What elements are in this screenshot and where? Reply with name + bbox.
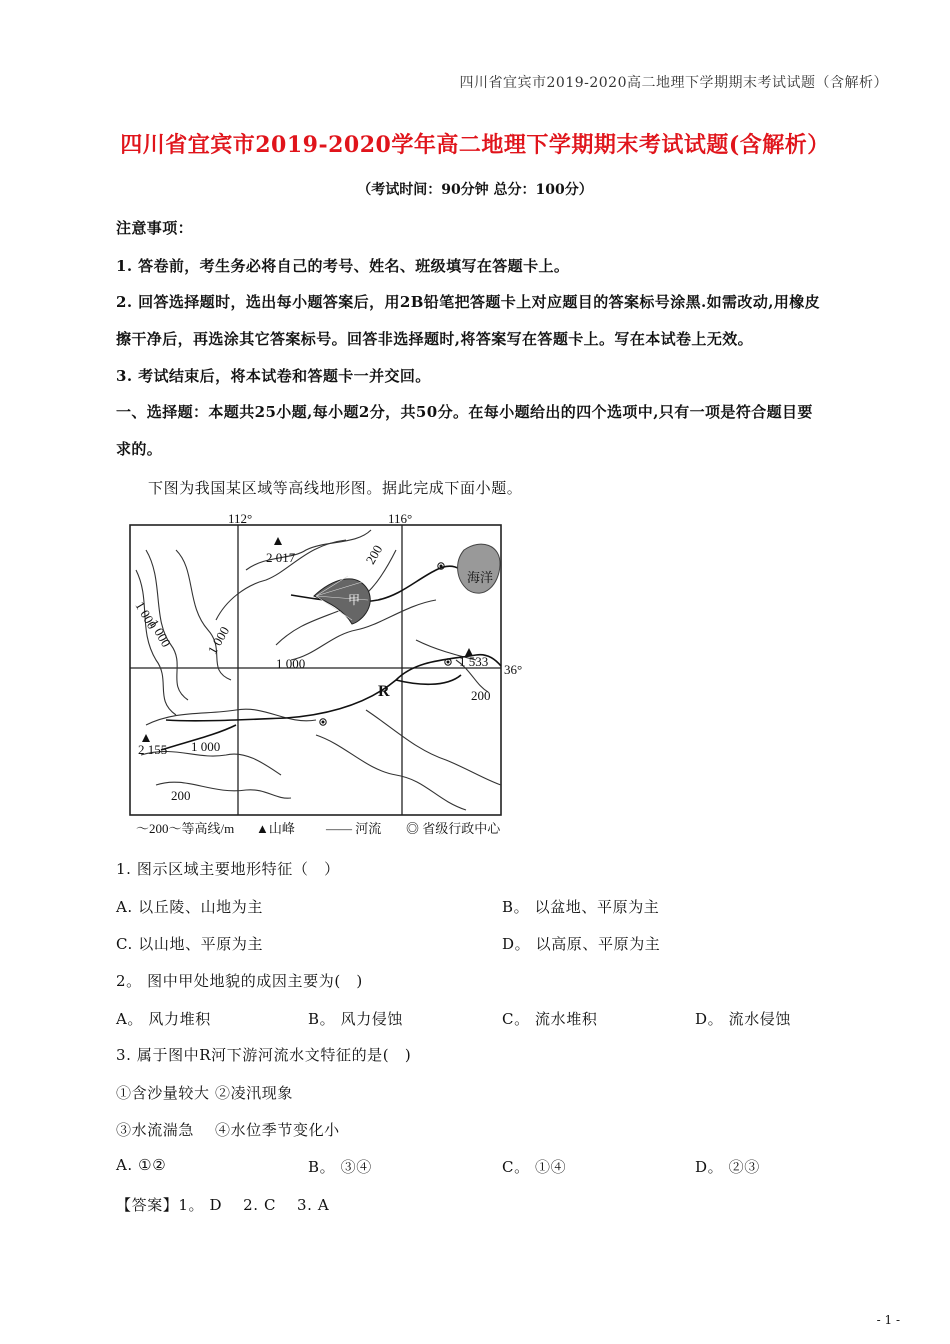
river-r-label: R <box>378 683 390 700</box>
peak-label-2017: 2 017 <box>266 550 296 565</box>
section-1-line1: 一、选择题：本题共25小题,每小题2分，共50分。在每小题给出的四个选项中,只有一项是符合题目要 <box>116 403 813 421</box>
running-header: 四川省宜宾市2019-2020高二地理下学期期末考试试题（含解析） <box>459 75 888 91</box>
legend-river: —— 河流 <box>326 821 382 836</box>
question-1-option-c: C. 以山地、平原为主 <box>116 935 264 953</box>
map-legend <box>136 821 501 836</box>
notice-item-2-line1: 2. 回答选择题时，选出每小题答案后，用2B铅笔把答题卡上对应题目的答案标号涂黑.如需改动,用橡皮 <box>116 293 821 311</box>
lon-label-112: 112° <box>228 511 253 526</box>
map-frame <box>130 525 501 815</box>
question-1-option-d: D。 以高原、平原为主 <box>502 935 661 953</box>
question-3-option-d: D。 ②③ <box>695 1158 760 1176</box>
lat-label-36: 36° <box>504 662 523 677</box>
question-1-option-a: A. 以丘陵、山地为主 <box>116 898 263 916</box>
legend-capital: ◎ 省级行政中心 <box>406 821 501 836</box>
peak-markers <box>142 537 473 742</box>
notice-heading: 注意事项： <box>116 219 194 237</box>
notice-item-3: 3. 考试结束后，将本试卷和答题卡一并交回。 <box>116 367 431 385</box>
contour-label-1000-south: 1 000 <box>191 739 221 754</box>
question-2-option-d: D。 流水侵蚀 <box>695 1010 791 1028</box>
ocean-label: 海洋 <box>467 570 494 585</box>
ocean-area <box>458 544 500 593</box>
contour-label-1000-center: 1 000 <box>276 656 306 671</box>
contour-label-200-east: 200 <box>471 688 491 703</box>
document-title: 四川省宜宾市2019-2020学年高二地理下学期期末考试试题(含解析） <box>120 132 830 158</box>
notice-item-1: 1. 答卷前，考生务必将自己的考号、姓名、班级填写在答题卡上。 <box>116 257 570 275</box>
peak-marker-1 <box>274 537 282 545</box>
contour-map-svg <box>116 510 528 845</box>
question-2-option-b: B。 风力侵蚀 <box>308 1010 403 1028</box>
question-3-option-b: B。 ③④ <box>308 1158 372 1176</box>
question-2-option-a: A。 风力堆积 <box>116 1010 211 1028</box>
contour-label-1000-west-a: 1 000 <box>132 598 161 632</box>
contour-map <box>116 510 528 845</box>
question-3-option-a: A. ①② <box>116 1156 167 1174</box>
peak-label-2155: 2 155 <box>138 742 168 757</box>
peak-marker-3 <box>142 734 150 742</box>
contour-label-1000-mid: 1 000 <box>204 623 233 657</box>
exam-info: （考试时间：90分钟 总分：100分） <box>357 182 593 198</box>
contour-label-200-north: 200 <box>362 542 386 567</box>
answer-line: 【答案】1。 D 2. C 3. A <box>116 1196 330 1214</box>
page-number: - 1 - <box>876 1313 900 1327</box>
question-2-option-c: C。 流水堆积 <box>502 1010 598 1028</box>
peak-label-1533: 1 533 <box>459 654 489 669</box>
question-3-features-line1: ①含沙量较大 ②凌汛现象 <box>116 1084 293 1102</box>
contour-label-1000-west-b: 1 000 <box>146 616 175 650</box>
jia-label: 甲 <box>348 593 361 607</box>
notice-item-2-line2: 擦干净后，再选涂其它答案标号。回答非选择题时,将答案写在答题卡上。写在本试卷上无效。 <box>116 330 754 348</box>
lon-label-116: 116° <box>388 511 413 526</box>
legend-contour: ～200～等高线/m <box>136 821 235 836</box>
contour-label-200-south: 200 <box>171 788 191 803</box>
question-1-stem: 1. 图示区域主要地形特征（ ） <box>116 860 340 878</box>
contour-lines <box>136 530 501 810</box>
river-r <box>166 655 501 721</box>
question-1-option-b: B。 以盆地、平原为主 <box>502 898 660 916</box>
map-intro: 下图为我国某区域等高线地形图。据此完成下面小题。 <box>148 479 523 497</box>
question-3-stem: 3. 属于图中R河下游河流水文特征的是( ) <box>116 1046 412 1064</box>
section-1-line2: 求的。 <box>116 440 163 458</box>
question-3-features-line2: ③水流湍急 ④水位季节变化小 <box>116 1121 340 1139</box>
question-2-stem: 2。 图中甲处地貌的成因主要为( ) <box>116 972 363 990</box>
question-3-option-c: C。 ①④ <box>502 1158 567 1176</box>
legend-peak: ▲山峰 <box>256 821 295 836</box>
